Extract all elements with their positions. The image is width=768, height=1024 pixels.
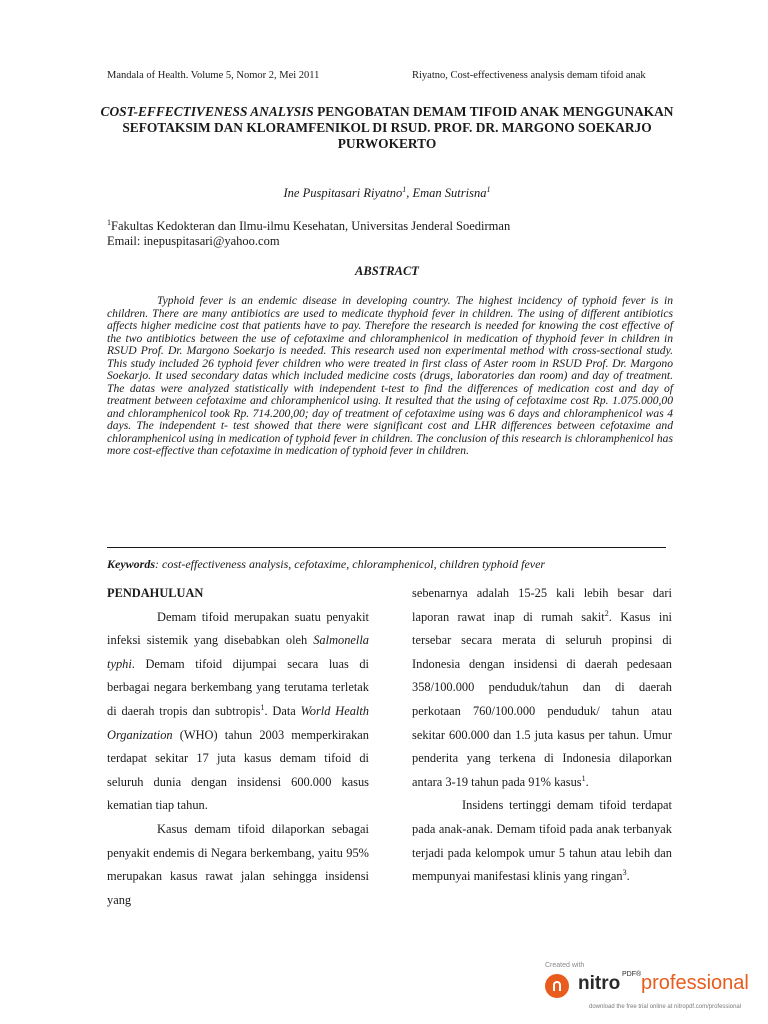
author-separator: ,: [406, 186, 413, 200]
citation-mark: 3: [622, 868, 627, 878]
affiliation: [107, 218, 667, 234]
body-column-right: [412, 582, 672, 889]
citation-mark: 2: [604, 608, 609, 618]
citation-mark: 1: [260, 702, 265, 712]
organization-name: World Health Organization: [107, 703, 369, 742]
affiliation-mark: 1: [107, 218, 111, 227]
text-run: .: [585, 774, 589, 789]
author-2-affil-mark: 1: [486, 185, 491, 194]
nitro-watermark: [545, 962, 765, 1024]
section-title-pendahuluan: PENDAHULUAN: [107, 586, 204, 600]
abstract-body: Typhoid fever is an endemic disease in developing country. The highest incidency of typhoid fever is in children. There are many antibiotics are used to medicate thyphoid fever in children. The using of different antibiotics affects higher medicine cost that patients have to pay. Therefore the research is needed for knowing the cost effective of the two antibiotics between the use of cefotaxime and chloramphenicol in medication of thyphoid fever in children in RSUD Prof. Dr. Margono Soekarjo is needed. This research used non experimental method with cross-sectional study. This study included 26 typhoid fever children who were treated in first class of Aster room in RSUD Prof. Dr. Margono Soekarjo. It used secondary datas which included medicine costs (drugs, laboratories dan room) and day of treatment. The datas were analyzed statistically with independent t-test to find the differences of medication cost and day of treatment between cefotaxime and chloramphenicol using. It resulted that the using of cefotaxime cost Rp. 1.075.000,00 and chloramphenicol took Rp. 714.200,00; day of treatment of cefotaxime using was 6 days and chloramphenicol was 4 days. The independent t- test showed that there were significant cost and LHR differences between cefotaxime and chloramphenicol using in medication of typhoid fever in children. The conclusion of this research is chloramphenicol has more cost-effective than cefotaxime in medication of typhoid fever in children.: [107, 294, 673, 457]
text-run: . Data: [264, 703, 301, 718]
paragraph-2: Kasus demam tifoid dilaporkan sebagai penyakit endemis di Negara berkembang, yaitu 95% merupakan kasus rawat jalan sehingga insidensi yang: [107, 821, 369, 907]
citation-mark: 1: [581, 773, 586, 783]
contact-email: Email: inepuspitasari@yahoo.com: [107, 234, 280, 248]
nitro-wordmark: nitro: [578, 973, 621, 994]
running-header-journal: Mandala of Health. Volume 5, Nomor 2, Mei 2011: [107, 70, 320, 81]
keywords: [107, 557, 673, 572]
paper-title: [100, 104, 674, 152]
text-run: sebenarnya adalah 15-25 kali lebih besar dari laporan rawat inap di rumah sakit: [412, 586, 672, 624]
affiliation-text: Fakultas Kedokteran dan Ilmu-ilmu Kesehatan, Universitas Jenderal Soedirman: [111, 219, 511, 233]
body-column-left: [107, 582, 369, 912]
paragraph-1: [107, 606, 369, 818]
keywords-text: : cost-effectiveness analysis, cefotaxime, chloramphenicol, children typhoid fever: [155, 557, 546, 571]
author-2: Eman Sutrisna: [412, 186, 487, 200]
paragraph-3: [412, 582, 672, 794]
author-list: [100, 186, 674, 201]
species-name: Salmonella typhi: [107, 633, 369, 671]
running-header-author: Riyatno, Cost-effectiveness analysis demam tifoid anak: [412, 70, 646, 81]
text-run: . Demam tifoid dijumpai secara luas di berbagai negara berkembang yang terutama terletak di daerah tropis dan subtropis: [107, 656, 369, 718]
text-run: Demam tifoid merupakan suatu penyakit infeksi sistemik yang disebabkan oleh: [107, 609, 369, 648]
paper-title-rest: PENGOBATAN DEMAM TIFOID ANAK MENGGUNAKAN SEFOTAKSIM DAN KLORAMFENIKOL DI RSUD. PROF. DR. MARGONO SOEKARJO PURWOKERTO: [122, 104, 674, 151]
registered-mark: ®: [636, 971, 642, 978]
text-run: (WHO) tahun 2003 memperkirakan terdapat sekitar 17 juta kasus demam tifoid di seluruh dunia dengan insidensi 600.000 kasus kematian tiap tahun.: [107, 727, 369, 813]
keywords-label: Keywords: [107, 557, 155, 571]
author-1-affil-mark: 1: [402, 185, 407, 194]
abstract-heading: ABSTRACT: [355, 264, 419, 278]
nitro-logo-icon: [545, 974, 569, 998]
paragraph-4: [412, 794, 672, 888]
text-run: Insidens tertinggi demam tifoid terdapat pada anak-anak. Demam tifoid pada anak terbanyak terjadi pada kelompok umur 5 tahun atau lebih dan mempunyai manifestasi klinis yang ringan: [412, 798, 672, 884]
pdf-superscript: [622, 971, 641, 978]
download-note: download the free trial online at nitropdf.com/professional: [589, 1004, 742, 1010]
text-run: . Kasus ini tersebar secara merata di seluruh propinsi di Indonesia dengan insidensi di daerah pedesaan 358/100.000 penduduk/tahun dan di daerah perkotaan 760/100.000 penduduk/ tahun atau sekitar 600.000 dan 1.5 juta kasus per tahun. Umur penderita yang terkena di Indonesia dilaporkan antara 3-19 tahun pada 91% kasus: [412, 609, 672, 789]
pdf-label: PDF: [622, 971, 636, 978]
text-run: .: [626, 869, 630, 884]
paper-title-italic: COST-EFFECTIVENESS ANALYSIS: [100, 104, 314, 119]
abstract-divider: [107, 547, 666, 548]
created-with-label: Created with: [545, 962, 585, 969]
edition-wordmark: professional: [641, 972, 749, 994]
author-1: Ine Puspitasari Riyatno: [283, 186, 403, 200]
